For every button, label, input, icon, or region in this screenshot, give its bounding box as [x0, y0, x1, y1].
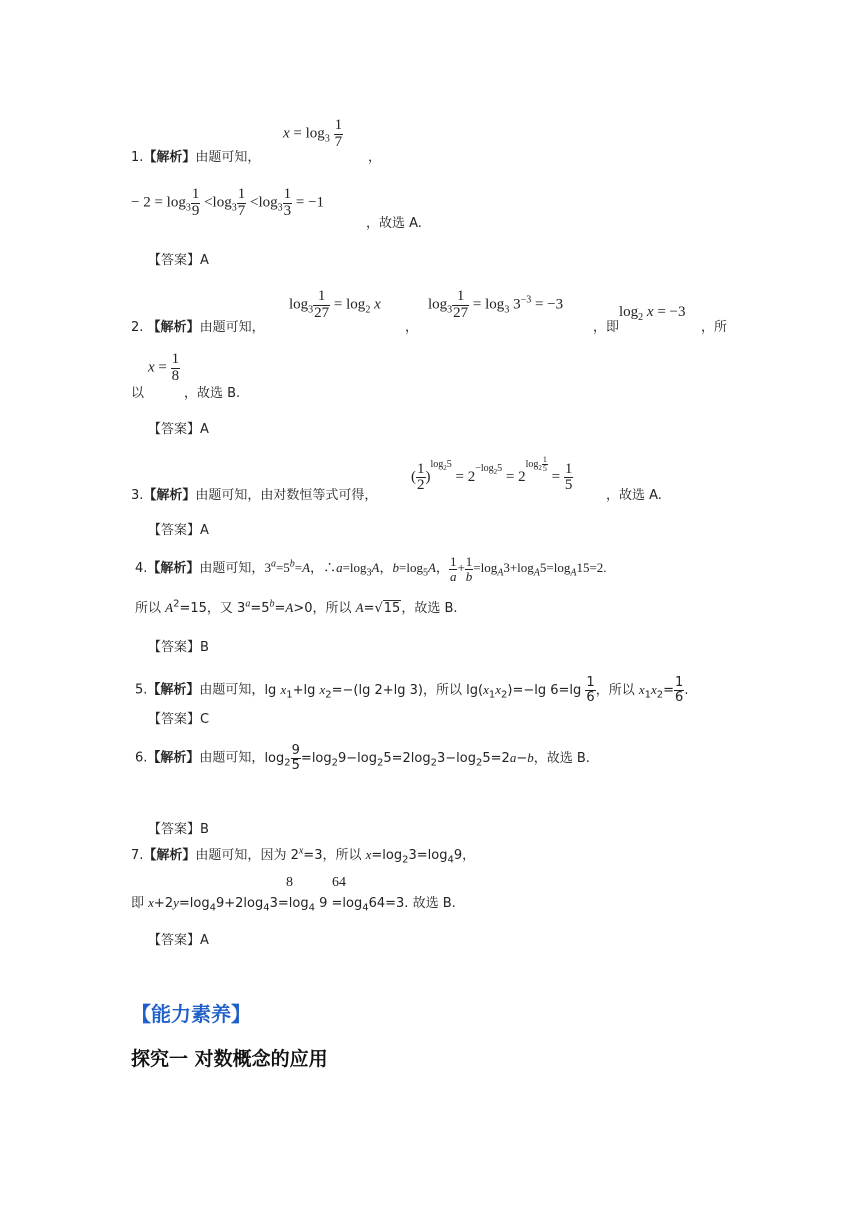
item3-formula: ( $\frac{1}{2}$ )$^{log_25} = 2^{-log_25} = 2^{log_2 \frac{1}{5}}$ = $\frac{1}{5}$ — [411, 455, 573, 494]
item5-line1 — [135, 676, 688, 704]
item4-answer: 【答案】B — [148, 640, 209, 655]
item6-line1 — [135, 744, 590, 772]
item1-line1 — [131, 146, 260, 165]
item6-tag: 【解析】 — [147, 750, 200, 766]
item1-trail2: ，故选 A. — [366, 216, 422, 231]
item2-comma1: ， — [405, 320, 419, 335]
item3-tag: 【解析】 — [143, 488, 196, 503]
item2-tag: 【解析】 — [147, 320, 200, 335]
item7-formula-b: 即 $x+2y=\log_49+2\log_43=\log_4$ $9 =\log_464=3$. 故选 B. — [131, 895, 456, 914]
item4-num: 4. — [135, 561, 148, 577]
item2-lead: 由题可知， — [199, 320, 265, 335]
item7-formula-a: 因为 $2^x=3$，所以 $x=\log_23=\log_49$， — [260, 845, 476, 866]
item2-comma2: ，即 — [593, 320, 620, 335]
item3-line1 — [131, 484, 377, 503]
item2-formula-d: x = $\frac{1}{8}$ — [148, 351, 180, 384]
item7-lead: 由题可知， — [195, 848, 261, 863]
item5-num: 5. — [135, 682, 148, 698]
item1-num: 1. — [131, 150, 144, 165]
item3-answer: 【答案】A — [148, 523, 209, 538]
item2-cont: 以 — [131, 386, 145, 401]
item5-answer: 【答案】C — [148, 712, 210, 727]
item1-formula-chain: − $2 = \log_3$ $\frac{1}{9}$ $<\log_3$ $\frac{1}{7}$ $<\log_3$ $\frac{1}{3}$ = −1 — [131, 186, 325, 219]
item6-num: 6. — [135, 750, 148, 766]
item7-tag: 【解析】 — [143, 848, 196, 863]
item4-formula-a: $3^a=5^b=A$，$\therefore a=\log_3A$，$b=\log_5A$， $\frac{1}{a}$ + $\frac{1}{b}$ $=\log_A3+\log_A5=\log_A15=2$. — [264, 554, 607, 584]
item5-tag: 【解析】 — [147, 682, 200, 698]
item2-answer: 【答案】A — [148, 422, 209, 437]
item7-line2 — [131, 892, 456, 914]
item7-num-8: 8 — [286, 875, 293, 890]
subsection-title: 探究一 对数概念的应用 — [131, 1048, 328, 1070]
item1-tag: 【解析】 — [143, 150, 196, 165]
item2-formula-c: $\log_2 x = -3$ — [619, 304, 686, 323]
item7-num: 7. — [131, 848, 144, 863]
item4-formula-b: 所以 $A^2=15$，又 $3^a=5^b=A>0$，所以 A=√15，故选 B. — [135, 598, 458, 616]
item2-num: 2. — [131, 320, 144, 335]
item3-lead: 由题可知，由对数恒等式可得， — [195, 488, 378, 503]
item1-answer: 【答案】A — [148, 253, 209, 268]
section-title: 【能力素养】 — [131, 1002, 251, 1026]
item5-formula: $\lg x_1+\lg$ $x_2=-(\lg$ 2+lg 3)，所以 $\lg(x_1x_2)=-\lg$ 6=lg $\frac{1}{6}$ ，所以 $x_1x_2=$ $\frac{1}{6}$ . — [264, 675, 689, 705]
item2-comma3: ，所 — [701, 320, 728, 335]
item4-lead: 由题可知， — [199, 561, 265, 577]
item4-line1 — [135, 555, 607, 583]
item7-num-64: 64 — [332, 875, 346, 890]
item6-formula: $\log_2$ $\frac{9}{5}$ $=\log_29-\log_25=2\log_23-\log_25=2a-b$，故选 B. — [264, 743, 590, 773]
item3-num: 3. — [131, 488, 144, 503]
item1-trail1: ， — [368, 150, 382, 165]
item1-formula-x: $x = \log_3$ $\frac{1}{7}$ — [283, 117, 343, 150]
item4-tag: 【解析】 — [147, 561, 200, 577]
item6-answer: 【答案】B — [148, 822, 209, 837]
item1-lead: 由题可知， — [195, 150, 261, 165]
item6-lead: 由题可知， — [199, 750, 265, 766]
item2-formula-b: $\log_3$ $\frac{1}{27}$ = $\log_3 3^{-3} = -3$ — [428, 288, 564, 321]
item2-formula-a: $\log_3$ $\frac{1}{27}$ = $\log_2 x$ — [289, 288, 381, 321]
item5-lead: 由题可知， — [199, 682, 265, 698]
item7-answer: 【答案】A — [148, 933, 209, 948]
item2-line1 — [131, 316, 265, 335]
item7-line1 — [131, 844, 475, 866]
item4-line2 — [135, 597, 458, 616]
item3-trail: ，故选 A. — [606, 488, 662, 503]
item2-trail: ，故选 B. — [184, 386, 241, 401]
